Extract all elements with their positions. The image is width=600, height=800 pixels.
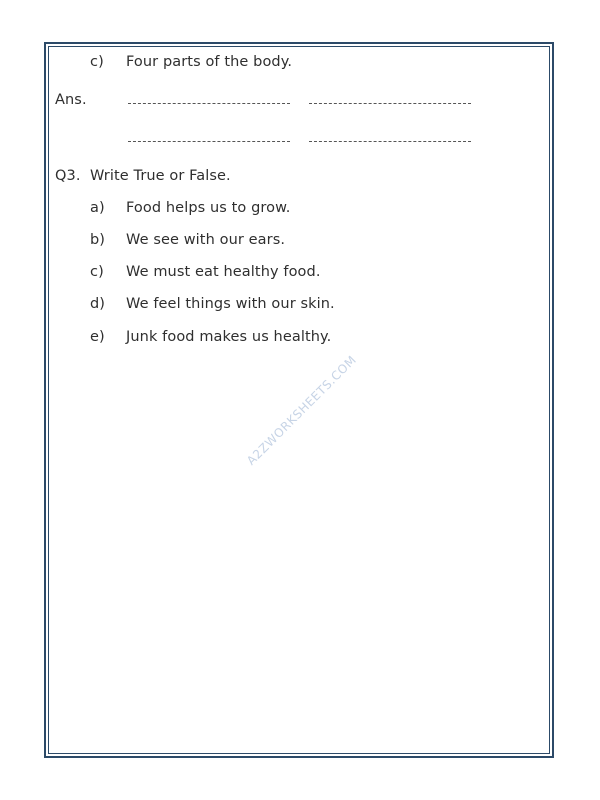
answer-line-4 (309, 141, 471, 142)
watermark-text: A2ZWORKSHEETS.COM (244, 352, 360, 468)
q3-item-a-marker: a) (90, 200, 105, 216)
answer-line-2 (309, 103, 471, 104)
q3-item-d-text: We feel things with our skin. (126, 296, 335, 312)
answer-line-3 (128, 141, 290, 142)
q2-item-c-text: Four parts of the body. (126, 54, 293, 70)
q3-item-c-text: We must eat healthy food. (126, 264, 321, 280)
q3-item-d-marker: d) (90, 296, 106, 312)
q3-item-a-text: Food helps us to grow. (126, 200, 291, 216)
answer-label: Ans. (55, 92, 87, 108)
q3-item-e-text: Junk food makes us healthy. (126, 329, 332, 345)
q3-item-b-marker: b) (90, 232, 106, 248)
answer-line-1 (128, 103, 290, 104)
q2-item-c-marker: c) (90, 54, 104, 70)
q3-title: Write True or False. (90, 168, 231, 184)
q3-number: Q3. (55, 168, 81, 184)
page-border-inner (48, 46, 550, 754)
q3-item-b-text: We see with our ears. (126, 232, 286, 248)
q3-item-e-marker: e) (90, 329, 105, 345)
q3-item-c-marker: c) (90, 264, 104, 280)
